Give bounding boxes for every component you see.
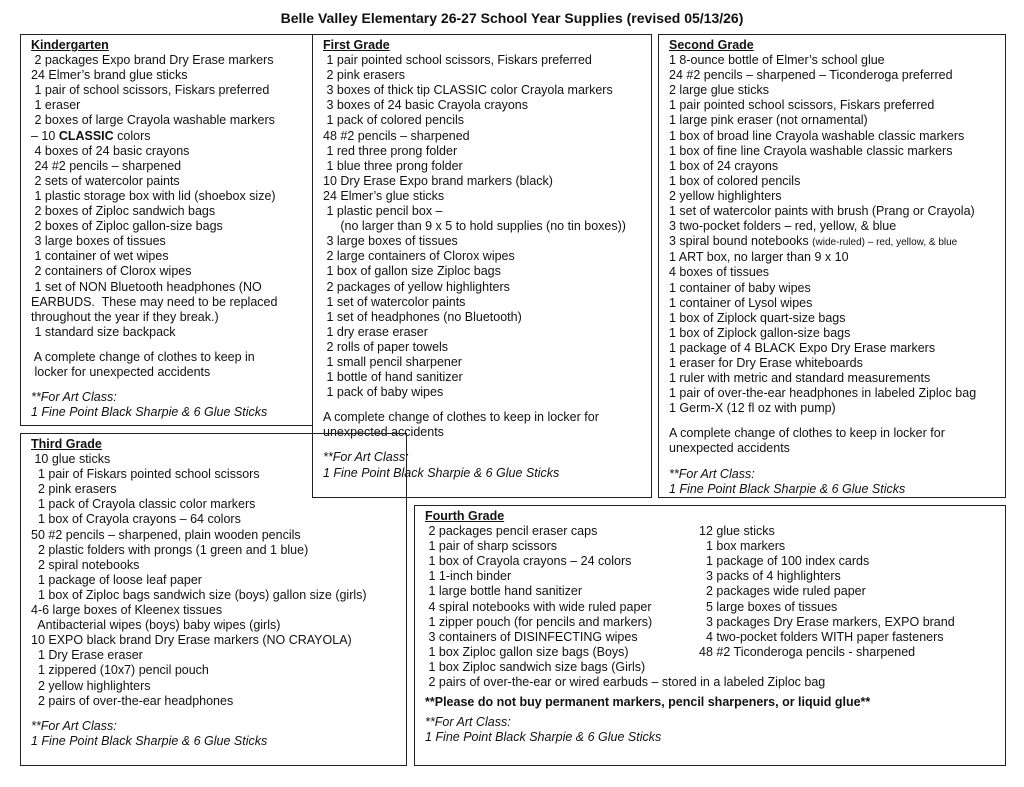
second-grade-list bbox=[669, 53, 1005, 234]
list-item: 2 pink erasers bbox=[31, 482, 117, 497]
list-item: 4 boxes of tissues bbox=[669, 265, 770, 280]
list-item: 2 large glue sticks bbox=[669, 83, 770, 98]
list-item: 3 large boxes of tissues bbox=[323, 234, 458, 249]
third-grade-list bbox=[31, 452, 406, 709]
list-item: 2 packages wide ruled paper bbox=[699, 584, 866, 599]
second-grade-art-label: **For Art Class: bbox=[669, 466, 755, 481]
list-item: 1 ART box, no larger than 9 x 10 bbox=[669, 250, 849, 265]
list-item: 1 pair pointed school scissors, Fiskars preferred bbox=[323, 53, 592, 68]
list-item: 4 boxes of 24 basic crayons bbox=[31, 143, 190, 158]
list-item: 1 1-inch binder bbox=[425, 569, 512, 584]
list-item: 1 box of Ziploc bags sandwich size (boys) gallon size (girls) bbox=[31, 587, 367, 602]
list-item: 1 pair of Fiskars pointed school scissors bbox=[31, 467, 260, 482]
list-item: 1 box of Ziplock gallon-size bags bbox=[669, 325, 851, 340]
kindergarten-art-label: **For Art Class: bbox=[31, 390, 117, 405]
list-item: 4-6 large boxes of Kleenex tissues bbox=[31, 603, 223, 618]
list-item: 12 glue sticks bbox=[699, 524, 775, 539]
spiral-small-text: (wide-ruled) – red, yellow, & blue bbox=[812, 237, 958, 249]
list-item: 1 pair of over-the-ear headphones in labeled Ziploc bag bbox=[669, 386, 977, 401]
list-item: (no larger than 9 x 5 to hold supplies (no tin boxes)) bbox=[323, 219, 626, 234]
list-item: 2 pink erasers bbox=[323, 68, 405, 83]
list-item: 1 blue three prong folder bbox=[323, 158, 463, 173]
list-item: 2 packages pencil eraser caps bbox=[425, 524, 598, 539]
list-item: 1 Dry Erase eraser bbox=[31, 648, 143, 663]
fourth-grade-list-bottom bbox=[425, 675, 1005, 690]
kindergarten-clothes-line2: locker for unexpected accidents bbox=[31, 364, 211, 379]
list-item: 5 large boxes of tissues bbox=[699, 599, 838, 614]
list-item: 2 sets of watercolor paints bbox=[31, 173, 180, 188]
second-grade-spiral-line bbox=[669, 234, 1005, 250]
list-item: 1 set of NON Bluetooth headphones (NO bbox=[31, 279, 262, 294]
second-grade-box bbox=[658, 34, 1006, 498]
list-item: 2 rolls of paper towels bbox=[323, 339, 449, 354]
list-item: 1 box of Ziplock quart-size bags bbox=[669, 310, 846, 325]
list-item: 1 pair of school scissors, Fiskars preferred bbox=[31, 83, 270, 98]
list-item: 4 spiral notebooks with wide ruled paper bbox=[425, 599, 652, 614]
third-grade-heading: Third Grade bbox=[31, 437, 102, 451]
list-item: 1 box of Crayola crayons – 24 colors bbox=[425, 554, 632, 569]
list-item: 1 set of watercolor paints bbox=[323, 294, 466, 309]
list-item: 2 pairs of over-the-ear or wired earbuds – stored in a labeled Ziploc bag bbox=[425, 675, 826, 690]
list-item: 2 pairs of over-the-ear headphones bbox=[31, 693, 234, 708]
list-item: 24 #2 pencils – sharpened – Ticonderoga preferred bbox=[669, 68, 953, 83]
fourth-grade-box bbox=[414, 505, 1006, 766]
list-item: 2 boxes of large Crayola washable markers bbox=[31, 113, 275, 128]
classic-lead: – 10 bbox=[31, 128, 59, 143]
list-item: 1 box of broad line Crayola washable classic markers bbox=[669, 128, 965, 143]
list-item: 1 pack of colored pencils bbox=[323, 113, 465, 128]
first-grade-list bbox=[323, 53, 651, 400]
list-item: 1 large bottle hand sanitizer bbox=[425, 584, 583, 599]
list-item: 1 large pink eraser (not ornamental) bbox=[669, 113, 868, 128]
list-item: 1 pack of baby wipes bbox=[323, 385, 444, 400]
list-item: 3 boxes of thick tip CLASSIC color Crayola markers bbox=[323, 83, 613, 98]
list-item: 24 Elmer’s brand glue sticks bbox=[31, 68, 188, 83]
second-grade-heading: Second Grade bbox=[669, 38, 754, 52]
list-item: 1 eraser bbox=[31, 98, 81, 113]
list-item: 3 large boxes of tissues bbox=[31, 234, 166, 249]
list-item: 50 #2 pencils – sharpened, plain wooden pencils bbox=[31, 527, 301, 542]
list-item: 1 pack of Crayola classic color markers bbox=[31, 497, 256, 512]
list-item: 1 set of headphones (no Bluetooth) bbox=[323, 309, 522, 324]
list-item: 1 standard size backpack bbox=[31, 324, 176, 339]
third-grade-box bbox=[20, 433, 407, 766]
list-item: 24 #2 pencils – sharpened bbox=[31, 158, 182, 173]
list-item: 1 zippered (10x7) pencil pouch bbox=[31, 663, 209, 678]
kindergarten-art-items: 1 Fine Point Black Sharpie & 6 Glue Sticks bbox=[31, 405, 268, 420]
list-item: 2 containers of Clorox wipes bbox=[31, 264, 192, 279]
third-grade-art-label: **For Art Class: bbox=[31, 718, 117, 733]
fourth-grade-art-items: 1 Fine Point Black Sharpie & 6 Glue Sticks bbox=[425, 730, 662, 745]
list-item: 1 pair pointed school scissors, Fiskars preferred bbox=[669, 98, 935, 113]
list-item: 48 #2 pencils – sharpened bbox=[323, 128, 470, 143]
list-item: 2 boxes of Ziploc gallon-size bags bbox=[31, 219, 223, 234]
list-item: 1 package of 4 BLACK Expo Dry Erase markers bbox=[669, 340, 936, 355]
list-item: 10 EXPO black brand Dry Erase markers (NO CRAYOLA) bbox=[31, 633, 352, 648]
fourth-grade-art-label: **For Art Class: bbox=[425, 715, 511, 730]
classic-word: CLASSIC bbox=[58, 128, 114, 143]
list-item: 2 yellow highlighters bbox=[31, 678, 151, 693]
list-item: 4 two-pocket folders WITH paper fasteners bbox=[699, 629, 944, 644]
first-grade-box bbox=[312, 34, 652, 498]
first-grade-clothes-line2: unexpected accidents bbox=[323, 425, 444, 440]
list-item: 3 boxes of 24 basic Crayola crayons bbox=[323, 98, 528, 113]
list-item: 1 small pencil sharpener bbox=[323, 354, 462, 369]
list-item: 1 dry erase eraser bbox=[323, 324, 428, 339]
list-item: 1 box markers bbox=[699, 539, 786, 554]
second-grade-list-continued bbox=[669, 250, 1005, 416]
kindergarten-clothes-line1: A complete change of clothes to keep in bbox=[31, 349, 255, 364]
list-item: 1 bottle of hand sanitizer bbox=[323, 370, 463, 385]
fourth-grade-right-column bbox=[699, 524, 955, 660]
list-item: 1 plastic storage box with lid (shoebox size) bbox=[31, 188, 276, 203]
list-item: 48 #2 Ticonderoga pencils - sharpened bbox=[699, 644, 916, 659]
list-item: 1 container of baby wipes bbox=[669, 280, 811, 295]
list-item: 1 red three prong folder bbox=[323, 143, 458, 158]
list-item: 2 plastic folders with prongs (1 green and 1 blue) bbox=[31, 542, 309, 557]
list-item: 1 Germ-X (12 fl oz with pump) bbox=[669, 401, 836, 416]
list-item: 1 plastic pencil box – bbox=[323, 204, 443, 219]
fourth-grade-heading: Fourth Grade bbox=[425, 509, 505, 523]
list-item: 3 packages Dry Erase markers, EXPO brand bbox=[699, 614, 955, 629]
list-item: 3 two-pocket folders – red, yellow, & blue bbox=[669, 219, 897, 234]
list-item: 10 glue sticks bbox=[31, 452, 111, 467]
list-item: 1 box of gallon size Ziploc bags bbox=[323, 264, 501, 279]
list-item: throughout the year if they break.) bbox=[31, 309, 219, 324]
list-item: 1 set of watercolor paints with brush (Prang or Crayola) bbox=[669, 204, 975, 219]
list-item bbox=[31, 129, 312, 144]
list-item: 1 box of 24 crayons bbox=[669, 158, 779, 173]
list-item: 1 box of Crayola crayons – 64 colors bbox=[31, 512, 241, 527]
first-grade-art-items: 1 Fine Point Black Sharpie & 6 Glue Sticks bbox=[323, 465, 560, 480]
list-item: 1 box Ziploc sandwich size bags (Girls) bbox=[425, 659, 646, 674]
fourth-grade-note: **Please do not buy permanent markers, pencil sharpeners, or liquid glue** bbox=[425, 695, 871, 710]
second-grade-clothes-line2: unexpected accidents bbox=[669, 441, 790, 456]
list-item: 1 container of Lysol wipes bbox=[669, 295, 813, 310]
spiral-main-text: 3 spiral bound notebooks bbox=[669, 234, 813, 249]
list-item: 1 eraser for Dry Erase whiteboards bbox=[669, 355, 863, 370]
list-item: 2 boxes of Ziploc sandwich bags bbox=[31, 204, 216, 219]
list-item: 1 package of loose leaf paper bbox=[31, 572, 202, 587]
list-item: 10 Dry Erase Expo brand markers (black) bbox=[323, 173, 553, 188]
list-item: Antibacterial wipes (boys) baby wipes (girls) bbox=[31, 618, 281, 633]
list-item: 2 yellow highlighters bbox=[669, 188, 782, 203]
list-item: 1 zipper pouch (for pencils and markers) bbox=[425, 614, 653, 629]
list-item: 2 packages of yellow highlighters bbox=[323, 279, 510, 294]
list-item: 1 pair of sharp scissors bbox=[425, 539, 557, 554]
kindergarten-heading: Kindergarten bbox=[31, 38, 109, 52]
second-grade-art-items: 1 Fine Point Black Sharpie & 6 Glue Sticks bbox=[669, 481, 906, 496]
list-item: 1 container of wet wipes bbox=[31, 249, 169, 264]
list-item: 3 containers of DISINFECTING wipes bbox=[425, 629, 638, 644]
page-title: Belle Valley Elementary 26-27 School Year Supplies (revised 05/13/26) bbox=[280, 10, 744, 26]
list-item: 2 spiral notebooks bbox=[31, 557, 140, 572]
list-item: 3 packs of 4 highlighters bbox=[699, 569, 841, 584]
first-grade-heading: First Grade bbox=[323, 38, 390, 52]
list-item: 1 box Ziploc gallon size bags (Boys) bbox=[425, 644, 629, 659]
classic-rest: colors bbox=[113, 128, 151, 143]
list-item: 1 box of fine line Crayola washable classic markers bbox=[669, 143, 953, 158]
third-grade-art-items: 1 Fine Point Black Sharpie & 6 Glue Sticks bbox=[31, 733, 268, 748]
list-item: 2 packages Expo brand Dry Erase markers bbox=[31, 53, 274, 68]
list-item: EARBUDS. These may need to be replaced bbox=[31, 294, 278, 309]
second-grade-clothes-line1: A complete change of clothes to keep in locker for bbox=[669, 426, 945, 441]
first-grade-art-label: **For Art Class: bbox=[323, 450, 409, 465]
list-item: 1 box of colored pencils bbox=[669, 173, 801, 188]
kindergarten-list bbox=[31, 53, 312, 340]
list-item: 1 8-ounce bottle of Elmer’s school glue bbox=[669, 53, 885, 68]
list-item: 1 ruler with metric and standard measurements bbox=[669, 371, 931, 386]
fourth-grade-left-column bbox=[425, 524, 652, 675]
list-item: 2 large containers of Clorox wipes bbox=[323, 249, 515, 264]
list-item: 24 Elmer’s glue sticks bbox=[323, 188, 445, 203]
list-item: 1 package of 100 index cards bbox=[699, 554, 870, 569]
first-grade-clothes-line1: A complete change of clothes to keep in locker for bbox=[323, 410, 599, 425]
kindergarten-box bbox=[20, 34, 313, 426]
